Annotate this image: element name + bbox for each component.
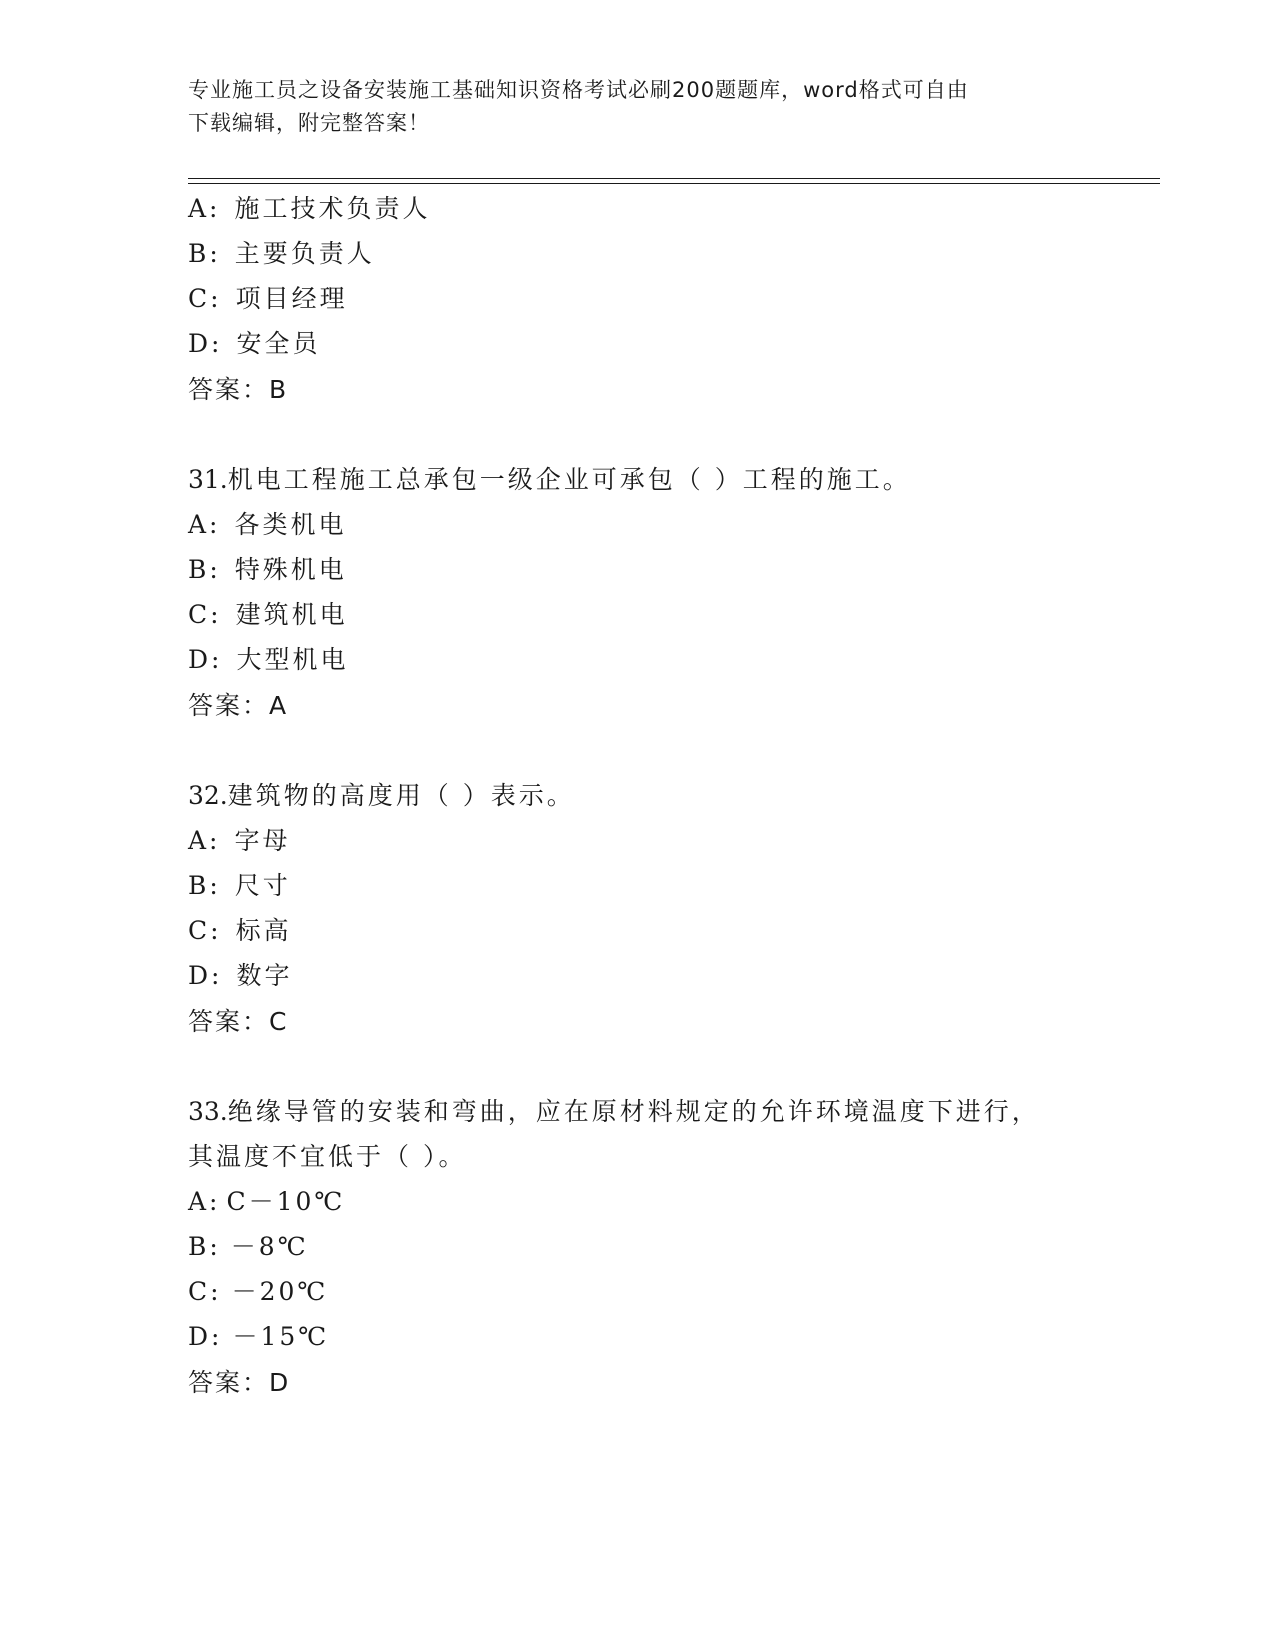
option-label: B: xyxy=(188,871,221,900)
header-line-2: 下载编辑，附完整答案！ xyxy=(188,111,430,135)
option-q31-a xyxy=(188,509,347,541)
header-rule-bottom xyxy=(188,183,1160,184)
answer-q31: 答案：A xyxy=(188,691,289,720)
option-q32-a xyxy=(188,825,291,857)
option-q33-a xyxy=(188,1186,345,1218)
question-text: 建筑物的高度用（ ）表示。 xyxy=(227,781,575,810)
option-text: C－10℃ xyxy=(226,1187,346,1216)
option-q30-a xyxy=(188,193,431,225)
option-label: B: xyxy=(188,1232,221,1261)
option-label: B: xyxy=(188,555,221,584)
option-text: 数字 xyxy=(236,961,293,990)
option-text: －20℃ xyxy=(231,1277,329,1306)
option-label: C: xyxy=(188,916,222,945)
header-line-1: 专业施工员之设备安装施工基础知识资格考试必刷200题题库，word格式可自由 xyxy=(188,78,969,102)
option-label: C: xyxy=(188,284,222,313)
answer-q30: 答案：B xyxy=(188,375,289,404)
answer-q32: 答案：C xyxy=(188,1007,289,1036)
option-text: 特殊机电 xyxy=(234,555,347,584)
option-q31-b xyxy=(188,554,347,586)
option-q30-d xyxy=(188,328,320,360)
question-number: 32. xyxy=(188,781,228,810)
option-label: C: xyxy=(188,1277,222,1306)
option-text: 各类机电 xyxy=(234,510,347,539)
question-text: 机电工程施工总承包一级企业可承包（ ）工程的施工。 xyxy=(227,465,911,494)
option-text: 安全员 xyxy=(236,329,321,358)
option-q31-c xyxy=(188,599,348,631)
option-q31-d xyxy=(188,644,348,676)
option-label: A: xyxy=(188,510,221,539)
option-label: D: xyxy=(188,329,223,358)
option-label: D: xyxy=(188,1322,223,1351)
option-label: D: xyxy=(188,961,223,990)
question-text: 绝缘导管的安装和弯曲，应在原材料规定的允许环境温度下进行， xyxy=(227,1097,1040,1126)
option-text: －15℃ xyxy=(232,1322,330,1351)
option-label: A: xyxy=(188,1187,221,1216)
option-label: D: xyxy=(188,645,223,674)
question-33-stem xyxy=(188,1096,1040,1128)
option-text: 大型机电 xyxy=(236,645,349,674)
option-text: 字母 xyxy=(234,826,291,855)
option-q32-d xyxy=(188,960,292,992)
option-q30-b xyxy=(188,238,375,270)
option-q33-b xyxy=(188,1231,309,1263)
option-text: 施工技术负责人 xyxy=(234,194,431,223)
option-q33-c xyxy=(188,1276,328,1308)
option-label: A: xyxy=(188,826,221,855)
question-31-stem xyxy=(188,464,911,496)
option-q32-c xyxy=(188,915,292,947)
option-q33-d xyxy=(188,1321,329,1353)
option-text: 建筑机电 xyxy=(235,600,348,629)
option-text: －8℃ xyxy=(230,1232,309,1261)
question-number: 31. xyxy=(188,465,228,494)
option-text: 标高 xyxy=(235,916,292,945)
question-32-stem xyxy=(188,780,575,812)
option-label: B: xyxy=(188,239,221,268)
header-rule-top xyxy=(188,178,1160,179)
option-q30-c xyxy=(188,283,348,315)
answer-q33: 答案：D xyxy=(188,1368,291,1397)
option-label: C: xyxy=(188,600,222,629)
option-text: 主要负责人 xyxy=(234,239,375,268)
question-33-stem-continued: 其温度不宜低于（ ）。 xyxy=(188,1142,467,1171)
option-q32-b xyxy=(188,870,291,902)
option-text: 项目经理 xyxy=(235,284,348,313)
option-label: A: xyxy=(188,194,221,223)
option-text: 尺寸 xyxy=(234,871,291,900)
document-header xyxy=(188,74,1088,140)
question-number: 33. xyxy=(188,1097,228,1126)
